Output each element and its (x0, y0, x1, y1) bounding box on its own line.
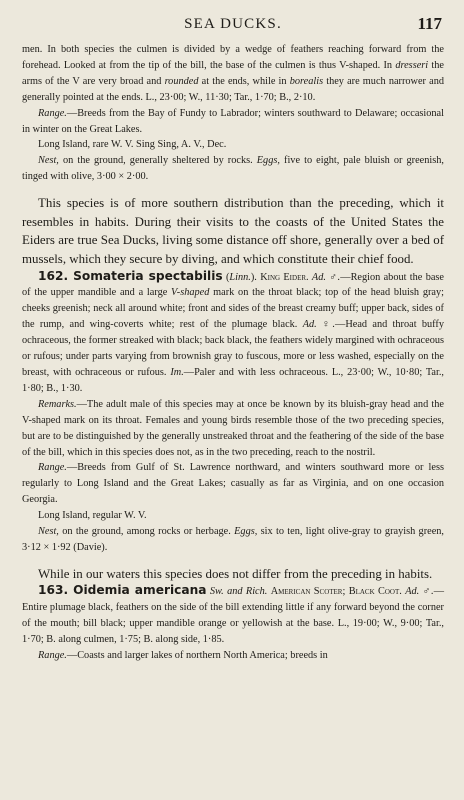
text-run: V-shaped (171, 287, 210, 299)
text-run: This species is of more southern distribution than the preceding, which it resembles in habits. During their visits to the coasts of the United States the Eiders are true Sea Ducks, living some distance off shore, generally over a bed of mussels, which they secure by diving, and which constitute their chief food. (22, 196, 444, 266)
text-run: Sw. and Rich. (209, 586, 268, 598)
text-run: borealis (289, 75, 324, 87)
text-run: Long Island, rare W. V. Sing Sing, A. V., Dec. (38, 139, 227, 151)
species-entry-162 (22, 269, 444, 397)
text-run: Range. (38, 650, 67, 662)
text-run: —Breeds from Gulf of St. Lawrence northward, and winters southward more or less regularly to Long Island and the Great Lakes; casually as far as Virginia, and on one occasion Georgia. (22, 462, 444, 506)
text-run: 162. (38, 268, 74, 283)
text-run: Range. (38, 462, 67, 474)
paragraph-nest (22, 524, 444, 556)
paragraph-general-notes (22, 565, 444, 584)
text-run: Nest, (38, 155, 59, 167)
text-run: Oidemia americana (73, 583, 207, 598)
text-run: —Head and throat buffy ochraceous, the former streaked with black; back black, the feathers widely margined with ochraceous or rufous; under parts varying from brownish gray to fuscous, more or less washed, especially on the breast, with ochraceous or rufous. (22, 319, 444, 378)
text-run: on the ground, generally sheltered by rocks. (58, 155, 257, 167)
text-run: American Scoter; Black Coot. (270, 586, 402, 598)
running-header (22, 16, 444, 42)
text-run: men. In both species the culmen is divided by a wedge of feathers reaching forward from the forehead. Looked at from the tip of the bill, the base of the culmen is thus V-shaped. In (22, 44, 444, 71)
text-run: Somateria spectabilis (73, 268, 223, 283)
text-run: five to eight, pale bluish or greenish, tinged with olive, 3·00 × 2·00. (22, 155, 444, 183)
paragraph-range (22, 648, 444, 664)
text-run: 163. (38, 583, 74, 598)
paragraph-range (22, 460, 444, 508)
text-run: Im. (170, 366, 184, 378)
paragraph-identification (22, 42, 444, 106)
text-run: Linn. (229, 271, 251, 283)
text-run: Eggs, (234, 526, 258, 538)
text-run: ( (222, 271, 230, 283)
paragraph-general-notes (22, 194, 444, 268)
text-run: —Entire plumage black, feathers on the side of the bill extending little if any forward beyond the corner of the mouth; bill black; upper mandible orange or yellowish at the base. L., 19·00; W., 9·00; Tar., 1·70; B. along culmen, 1·75; B. along side, 1·85. (22, 586, 444, 646)
running-title: SEA DUCKS. (184, 16, 282, 32)
paragraph-remarks (22, 397, 444, 461)
paragraph-local-status (22, 137, 444, 153)
species-entry-163 (22, 583, 444, 648)
text-run: Ad. ♂. (405, 586, 434, 598)
paragraph-nest (22, 153, 444, 185)
text-run: Ad. ♂. (311, 271, 341, 283)
text-run: mark on the throat black; top of the head bluish gray; cheeks greenish; neck all around white; front and sides of the breast creamy buff; upper back, sides of the rump, and wing-coverts white; rest of the plumage black. (22, 287, 444, 331)
text-run: rounded (164, 75, 199, 87)
text-run: the arms of the V are very broad and (22, 59, 445, 87)
text-run: While in our waters this species does not differ from the preceding in habits. (38, 566, 433, 581)
text-run: dresseri (395, 59, 429, 71)
text-run: at the ends, while in (198, 75, 290, 87)
text-run: —Coasts and larger lakes of northern North America; breeds in (66, 650, 328, 662)
text-run: six to ten, light olive-gray to grayish green, 3·12 × 1·92 (Davie). (22, 526, 445, 553)
text-run: —Region about the base of the upper mandible and a large (22, 271, 444, 299)
text-run: Ad. ♀. (302, 319, 336, 331)
text-run: Long Island, regular W. V. (38, 510, 147, 522)
text-run: —Breeds from the Bay of Fundy to Labrador; winters southward to Delaware; occasional in winter on the Great Lakes. (22, 107, 444, 135)
text-run: —The adult male of this species may at once be known by its bluish-gray head and the V-shaped mark on its throat. Females and young birds resemble those of the two preceding species, but are to be distinguished by the generally unstreaked throat and the feathering of the side of the base of the bill, which in this species does not, as in the two preceding, reach to the nostril. (22, 398, 444, 458)
text-run: on the ground, among rocks or herbage. (58, 526, 235, 538)
text-run: —Paler and with less ochraceous. L., 23·00; W., 10·80; Tar., 1·80; B., 1·30. (22, 366, 444, 394)
text-run: Range. (38, 107, 67, 119)
paragraph-range (22, 106, 444, 138)
page-number: 117 (417, 14, 442, 33)
text-run: Eggs, (256, 155, 280, 167)
text-run: King Eider. (260, 271, 309, 283)
text-run: they are much narrower and generally pointed at the ends. L., 23·00; W., 11·30; Tar., 1·70; B., 2·10. (22, 75, 444, 103)
text-run: ). (250, 271, 261, 283)
paragraph-local-status (22, 508, 444, 524)
text-run: Nest, (38, 526, 59, 538)
text-run: Remarks. (38, 398, 77, 410)
